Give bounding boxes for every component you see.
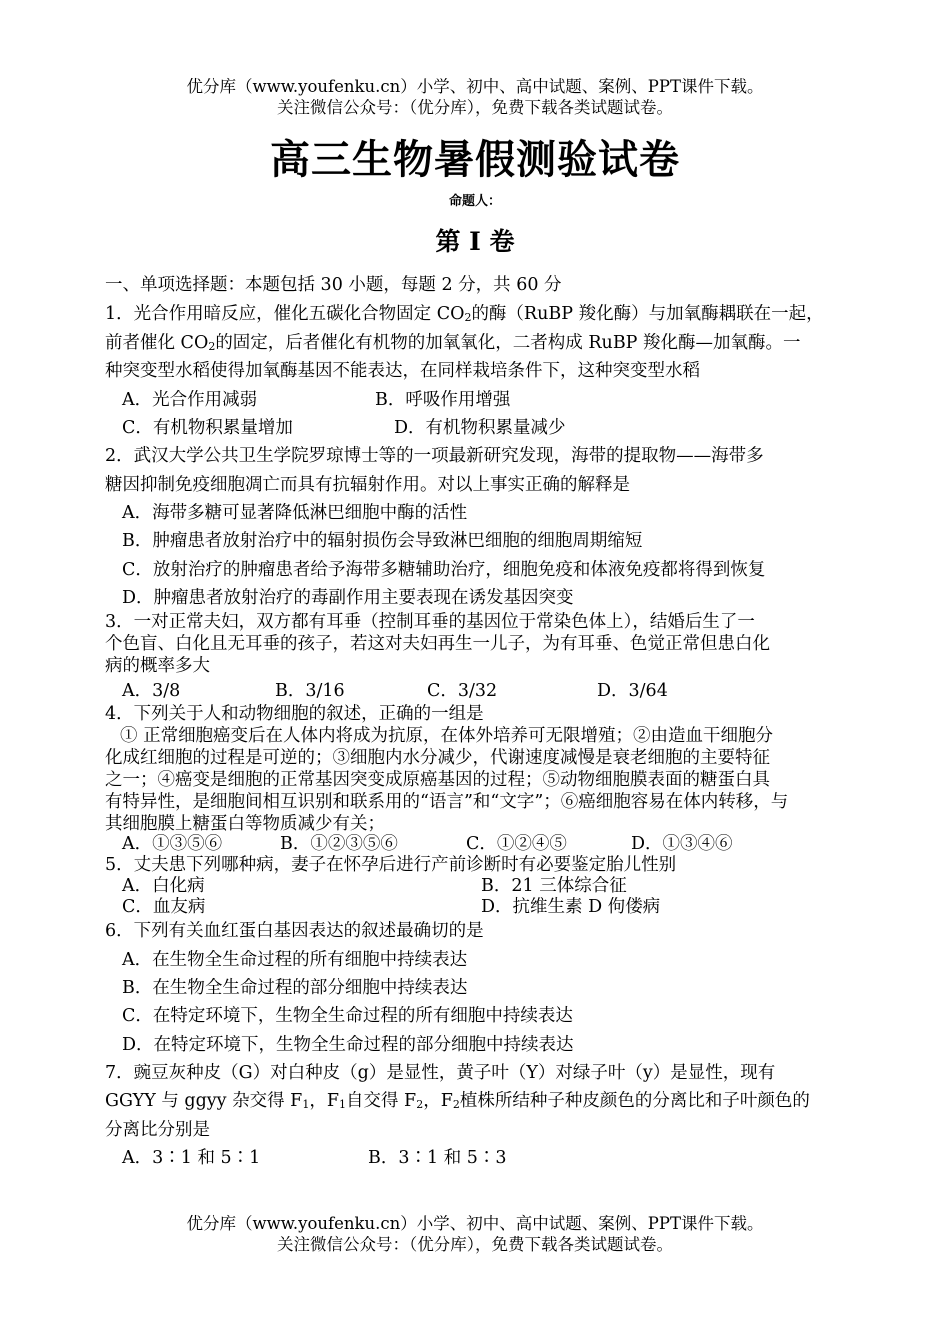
page-title: 高三生物暑假测验试卷 (270, 137, 680, 183)
q1-option-d: D．有机物积累量减少 (394, 418, 566, 438)
q4-line-1: 4．下列关于人和动物细胞的叙述，正确的一组是 (105, 704, 484, 724)
q3-line-2: 个色盲、白化且无耳垂的孩子，若这对夫妇再生一儿子，为有耳垂、色觉正常但患白化 (105, 634, 770, 654)
footer-line-1: 优分库（www.youfenku.cn）小学、初中、高中试题、案例、PPT课件下载。 (186, 1214, 764, 1233)
q3-option-a: A．3/8 (122, 681, 181, 701)
q4-option-a: A．①③⑤⑥ (122, 834, 223, 854)
q5-option-b: B．21 三体综合征 (481, 876, 627, 896)
header-line-1: 优分库（www.youfenku.cn）小学、初中、高中试题、案例、PPT课件下载。 (186, 77, 764, 96)
q4-line-2: ① 正常细胞癌变后在人体内将成为抗原，在体外培养可无限增殖；②由造血干细胞分 (120, 726, 774, 746)
q5-option-a: A．白化病 (122, 876, 205, 896)
q3-option-d: D．3/64 (597, 681, 668, 701)
q1-option-a: A．光合作用减弱 (122, 390, 258, 410)
q5-option-d: D．抗维生素 D 佝偻病 (481, 897, 661, 917)
question-setter: 命题人： (448, 194, 501, 209)
q1-line-1: 1．光合作用暗反应，催化五碳化合物固定 $CO_2$的酶（RuBP 羧化酶）与加氧酶耦联在一起， (105, 304, 824, 324)
q1-line-3: 种突变型水稻使得加氧酶基因不能表达，在同样栽培条件下，这种突变型水稻 (105, 361, 700, 381)
q1-option-b: B．呼吸作用增强 (375, 390, 511, 410)
footer-line-2: 关注微信公众号：（优分库），免费下载各类试题试卷。 (277, 1235, 673, 1254)
q4-option-c: C．①②④⑤ (466, 834, 567, 854)
q7-line-3: 分离比分别是 (105, 1120, 210, 1140)
q2-option-b: B．肿瘤患者放射治疗中的辐射损伤会导致淋巴细胞的细胞周期缩短 (122, 531, 643, 551)
q4-line-6: 其细胞膜上糖蛋白等物质减少有关； (105, 814, 385, 834)
q3-line-3: 病的概率多大 (105, 656, 210, 676)
q6-option-a: A．在生物全生命过程的所有细胞中持续表达 (122, 950, 468, 970)
q5-option-c: C．血友病 (122, 897, 206, 917)
q3-line-1: 3．一对正常夫妇，双方都有耳垂（控制耳垂的基因位于常染色体上），结婚后生了一 (105, 612, 755, 632)
q3-option-c: C．3/32 (427, 681, 498, 701)
q6-option-c: C．在特定环境下，生物全生命过程的所有细胞中持续表达 (122, 1006, 573, 1026)
q4-line-5: 有特异性，是细胞间相互识别和联系用的“语言”和“文字”；⑥癌细胞容易在体内转移，与 (105, 792, 789, 812)
q2-line-2: 糖因抑制免疫细胞凋亡而具有抗辐射作用。对以上事实正确的解释是 (105, 475, 630, 495)
volume-heading: 第 I 卷 (435, 227, 515, 256)
q4-line-4: 之一；④癌变是细胞的正常基因突变成原癌基因的过程；⑤动物细胞膜表面的糖蛋白具 (105, 770, 770, 790)
q4-line-3: 化成红细胞的过程是可逆的；③细胞内水分减少，代谢速度减慢是衰老细胞的主要特征 (105, 748, 770, 768)
q1-line-2: 前者催化 $CO_2$的固定，后者催化有机物的加氧氧化，二者构成 RuBP 羧化酶—加氧酶。一 (105, 333, 801, 353)
q1-option-c: C．有机物积累量增加 (122, 418, 293, 438)
section-heading: 一、单项选择题：本题包括 30 小题，每题 2 分，共 60 分 (105, 275, 562, 295)
q2-option-c: C．放射治疗的肿瘤患者给予海带多糖辅助治疗，细胞免疫和体液免疫都将得到恢复 (122, 560, 766, 580)
q4-option-d: D．①③④⑥ (631, 834, 733, 854)
q6-line-1: 6．下列有关血红蛋白基因表达的叙述最确切的是 (105, 921, 484, 941)
q6-option-b: B．在生物全生命过程的部分细胞中持续表达 (122, 978, 468, 998)
q5-line-1: 5．丈夫患下列哪种病，妻子在怀孕后进行产前诊断时有必要鉴定胎儿性别 (105, 855, 677, 875)
q7-option-a: A．3∶1 和 5∶1 (122, 1148, 261, 1168)
header-line-2: 关注微信公众号：（优分库），免费下载各类试题试卷。 (277, 98, 673, 117)
q2-option-d: D．肿瘤患者放射治疗的毒副作用主要表现在诱发基因突变 (122, 588, 574, 608)
q2-line-1: 2．武汉大学公共卫生学院罗琼博士等的一项最新研究发现，海带的提取物——海带多 (105, 446, 764, 466)
q6-option-d: D．在特定环境下，生物全生命过程的部分细胞中持续表达 (122, 1035, 574, 1055)
q7-option-b: B．3∶1 和 5∶3 (368, 1148, 507, 1168)
q7-line-1: 7．豌豆灰种皮（G）对白种皮（g）是显性，黄子叶（Y）对绿子叶（y）是显性，现有 (105, 1063, 776, 1083)
q4-option-b: B．①②③⑤⑥ (280, 834, 398, 854)
q7-line-2: GGYY 与 ggyy 杂交得 $F_1$，$F_1$自交得 $F_2$，$F_2$植株所结种子种皮颜色的分离比和子叶颜色的 (105, 1091, 810, 1111)
q2-option-a: A．海带多糖可显著降低淋巴细胞中酶的活性 (122, 503, 468, 523)
q3-option-b: B．3/16 (275, 681, 345, 701)
